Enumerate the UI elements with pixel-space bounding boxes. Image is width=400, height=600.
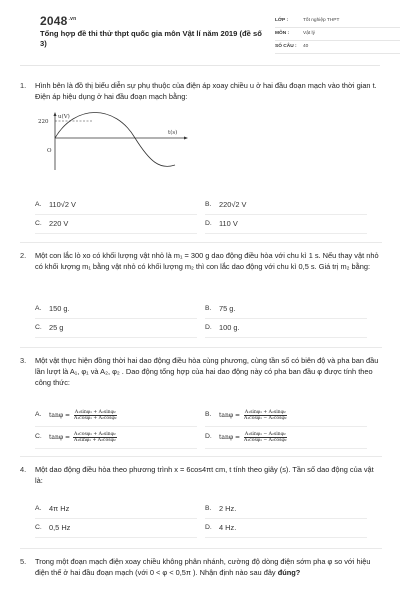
question-divider	[20, 242, 382, 243]
y-axis-arrow	[54, 112, 57, 116]
meta-key: LỚP :	[275, 18, 289, 24]
x-axis-arrow	[184, 137, 188, 140]
question-3	[20, 355, 382, 388]
question-number: 3.	[20, 356, 27, 365]
q3-options	[35, 405, 397, 449]
option-b[interactable]: B. tanφ = $\frac{\text{A₁sinφ₁ + A₂sinφ₂}}{\text{A₁cosφ₁ − A₂cosφ₂}}$	[205, 405, 367, 427]
question-text: Một vật thực hiện đồng thời hai dao động điều hòa cùng phương, cùng tần số có biên độ và pha ban đầu lần lượt là A₁, φ₁ và A₂, φ₂ . Dao động tổng hợp của hai dao động này có pha ban đầu φ được tính theo công thức:	[35, 356, 379, 388]
site-logo[interactable]: $2048^{.vn}$	[40, 14, 77, 28]
q4-options	[35, 500, 397, 538]
option-c[interactable]: C. 25 g	[35, 319, 197, 338]
question-number: 5.	[20, 557, 27, 566]
question-text: Hình bên là đồ thị biểu diễn sự phụ thuộc của điện áp xoay chiều u ở hai đầu đoạn mạch vào thời gian t. Điện áp hiệu dụng ở hai đầu đoạn mạch bằng:	[35, 81, 377, 102]
option-d[interactable]: D. 110 V	[205, 215, 367, 234]
option-a[interactable]: A. 4π Hz	[35, 500, 197, 519]
meta-value: 40	[303, 44, 309, 50]
meta-key: MÔN :	[275, 31, 290, 37]
question-number: 2.	[20, 251, 27, 260]
voltage-time-graph	[35, 110, 195, 180]
question-5	[20, 556, 382, 578]
option-c[interactable]: C. tanφ = $\frac{\text{A₁cosφ₁ + A₂sinφ₂}}{\text{A₁sinφ₁ + A₂cosφ₂}}$	[35, 427, 197, 449]
option-c[interactable]: C. 220 V	[35, 215, 197, 234]
option-a[interactable]: A. 150 g.	[35, 300, 197, 319]
question-text: Trong một đoạn mạch điện xoay chiều không phân nhánh, cường độ dòng điện sớm pha φ so với hiệu điện thế ở hai đầu đoạn mạch (với 0 < φ < 0,5π ). Nhận định nào sau đây đúng?	[35, 557, 371, 578]
q1-options	[35, 196, 397, 234]
option-a[interactable]: A. tanφ = $\frac{\text{A₁sinφ₁ + A₂sinφ₂}}{\text{A₁cosφ₁ + A₂cosφ₂}}$	[35, 405, 197, 427]
option-d[interactable]: D. 100 g.	[205, 319, 367, 338]
question-number: 1.	[20, 81, 27, 90]
option-a[interactable]: A. 110√2 V	[35, 196, 197, 215]
meta-key: SỐ CÂU :	[275, 44, 297, 50]
question-text: Một con lắc lò xo có khối lượng vật nhỏ là m₁ = 300 g dao động điều hòa với chu kì 1 s. Nếu thay vật nhỏ có khối lượng m₁ bằng vật nhỏ có khối lượng m₂ thì con lắc dao động với chu kì 0,5 s. Giá trị m₂ bằng:	[35, 251, 379, 272]
option-b[interactable]: B. 75 g.	[205, 300, 367, 319]
origin-label: O	[47, 148, 52, 155]
meta-row-count	[275, 41, 400, 54]
question-divider	[20, 347, 382, 348]
question-4	[20, 464, 382, 486]
y-axis-label: u(V)	[58, 114, 70, 121]
q2-options	[35, 300, 397, 338]
emphasis-text: đúng?	[277, 568, 301, 578]
header	[20, 0, 380, 66]
option-d[interactable]: D. tanφ = $\frac{\text{A₁sinφ₁ − A₂sinφ₂}}{\text{A₁cosφ₁ − A₂cosφ₂}}$	[205, 427, 367, 449]
exam-meta	[275, 15, 400, 54]
meta-value: Tốt nghiệp THPT	[303, 18, 340, 24]
question-2	[20, 250, 382, 272]
option-d[interactable]: D. 4 Hz.	[205, 519, 367, 538]
option-b[interactable]: B. 2 Hz.	[205, 500, 367, 519]
question-number: 4.	[20, 465, 27, 474]
meta-row-class	[275, 15, 400, 28]
y-tick-label: 220	[38, 119, 49, 126]
question-divider	[20, 548, 382, 549]
question-divider	[20, 456, 382, 457]
option-c[interactable]: C. 0,5 Hz	[35, 519, 197, 538]
document-title: Tổng hợp đề thi thử thpt quốc gia môn Vật lí năm 2019 (đề số 3)	[40, 29, 262, 49]
option-b[interactable]: B. 220√2 V	[205, 196, 367, 215]
meta-value: Vật lý	[303, 31, 315, 37]
question-text: Một dao động điều hòa theo phương trình x = 6cos4πt cm, t tính theo giây (s). Tần số dao động của vật là:	[35, 465, 374, 486]
sine-curve	[55, 113, 178, 167]
x-axis-label: t(s)	[168, 130, 178, 137]
question-1	[20, 80, 382, 180]
meta-row-subject	[275, 28, 400, 41]
